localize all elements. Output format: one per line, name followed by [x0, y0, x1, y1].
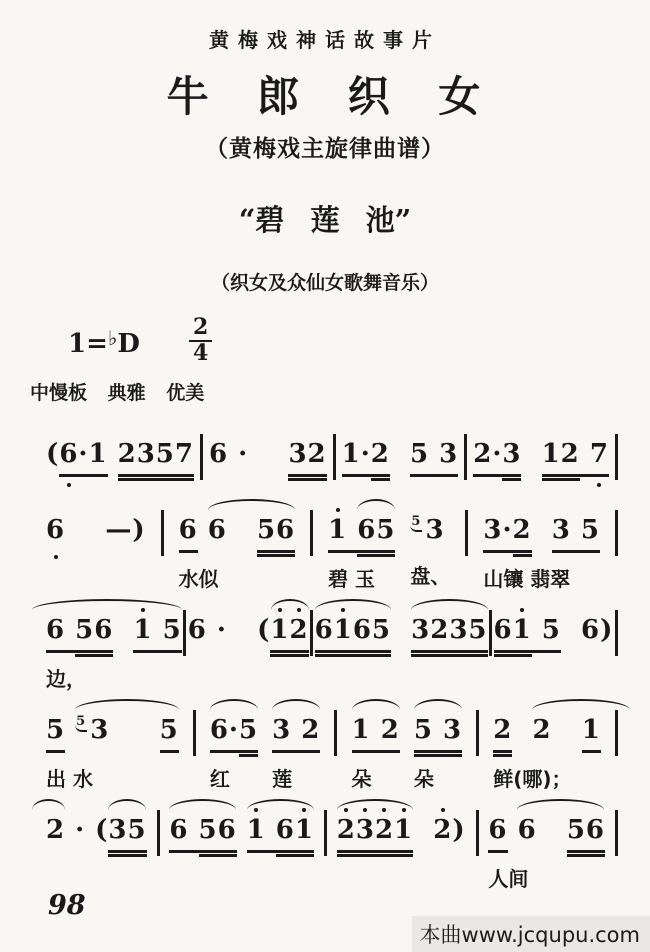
measure-cell — [328, 512, 395, 592]
note: · — [361, 438, 371, 477]
barline — [615, 510, 618, 556]
note: ( — [257, 615, 271, 645]
lyric: 盘、 — [410, 563, 451, 588]
note-group — [46, 612, 182, 653]
note — [390, 438, 410, 474]
note: — — [105, 515, 133, 545]
note: 65 — [357, 514, 395, 553]
note: · — [75, 815, 86, 845]
note — [198, 514, 208, 550]
note — [552, 714, 582, 750]
measure-cell — [188, 612, 309, 653]
note: 7 — [590, 438, 609, 477]
note-group — [210, 712, 258, 753]
note-group — [493, 712, 601, 753]
measure-cell — [46, 436, 194, 477]
measure-cell — [494, 612, 614, 653]
note — [291, 714, 301, 753]
note: 5 — [414, 714, 433, 753]
note: 6 — [46, 614, 65, 653]
note: 5 — [163, 614, 182, 653]
barline — [310, 610, 313, 656]
note: 2 — [430, 614, 449, 653]
measure-cell — [352, 712, 400, 792]
lyric: 鲜(哪)； — [493, 766, 572, 791]
note: 6 — [580, 615, 601, 645]
measure-cell — [179, 512, 296, 592]
note: 3 — [552, 514, 571, 553]
note-group — [315, 612, 488, 653]
note: 6 — [207, 515, 227, 545]
measure-cell — [169, 812, 236, 853]
note: 2357 — [118, 438, 194, 477]
note: 1 — [334, 614, 353, 653]
barline — [200, 434, 203, 480]
note: 3 — [356, 814, 375, 853]
lyric: 水似 — [178, 566, 219, 591]
note — [248, 438, 288, 474]
note: 3 — [411, 614, 430, 653]
note: 1 — [352, 714, 371, 753]
note: · — [492, 438, 502, 477]
page-number: 98 — [48, 890, 86, 921]
note: 2 — [493, 714, 512, 753]
octave-dot-low — [597, 483, 601, 487]
note: 1 — [270, 614, 289, 653]
note — [521, 438, 541, 474]
barline — [476, 710, 479, 756]
note: 6 — [276, 814, 295, 853]
measure-cell — [315, 612, 488, 653]
note: 6 — [353, 614, 372, 653]
note — [391, 614, 411, 650]
measure-cell — [247, 812, 314, 853]
note: 56 — [567, 814, 605, 853]
note: · — [238, 439, 249, 469]
note: 56 — [199, 814, 237, 853]
barline — [615, 434, 618, 480]
note — [228, 438, 238, 474]
key-letter: D — [117, 329, 140, 360]
key-time-signature — [68, 316, 212, 365]
note: · — [229, 714, 239, 753]
note — [571, 514, 581, 553]
barline — [183, 610, 186, 656]
note: 5 — [410, 438, 429, 477]
note: · — [78, 438, 88, 477]
note: 1 — [295, 814, 314, 853]
note: 2 — [371, 438, 390, 477]
note: 2 — [381, 714, 400, 753]
measure-cell — [209, 436, 327, 477]
measure-cell — [46, 612, 182, 692]
note: ) — [452, 815, 466, 845]
flat-sign: ♭ — [107, 326, 118, 351]
time-numerator: 2 — [189, 316, 212, 342]
note: 5 — [239, 714, 258, 753]
barline — [161, 510, 164, 556]
note: 5 — [160, 714, 179, 753]
measure-cell — [210, 712, 258, 792]
note: 2 — [532, 715, 552, 745]
note: 1 — [394, 814, 413, 853]
note-group — [272, 712, 320, 753]
note: 6 — [169, 814, 188, 853]
note-group — [473, 436, 609, 477]
note: 1 — [328, 514, 347, 553]
note: 3 — [483, 514, 502, 553]
note: 5 — [581, 514, 600, 553]
measure-cell — [272, 712, 320, 792]
note — [508, 814, 518, 850]
note: 3 — [439, 438, 458, 477]
note — [65, 614, 75, 653]
note — [580, 438, 590, 477]
barline — [333, 434, 336, 480]
measure-cell — [488, 812, 605, 892]
note: 2 — [473, 438, 492, 477]
note-group — [188, 612, 309, 653]
note-group — [337, 812, 466, 853]
note: 2 — [337, 814, 356, 853]
note — [537, 814, 567, 850]
lyric: 边， — [46, 666, 86, 691]
note — [371, 714, 381, 753]
note: 6 — [59, 438, 78, 477]
measure-cell — [493, 712, 601, 792]
note: 6 — [209, 439, 229, 469]
note: 32 — [288, 438, 326, 477]
key-prefix: 1= — [68, 329, 108, 360]
octave-dot-low — [54, 555, 58, 559]
note-group — [352, 712, 400, 753]
measure-cell — [337, 812, 466, 853]
lyric: 人间 — [488, 866, 529, 891]
note: 2 — [301, 714, 320, 753]
measure-cell — [414, 712, 462, 792]
barline — [615, 710, 618, 756]
note — [65, 514, 105, 550]
note — [65, 814, 75, 850]
barline — [489, 610, 492, 656]
main-title: 牛 郎 织 女 — [166, 72, 484, 121]
note: 5 — [372, 614, 391, 653]
ensemble-note: （织女及众仙女歌舞音乐） — [210, 272, 439, 294]
note — [109, 714, 159, 750]
measure-cell — [473, 436, 609, 477]
note — [512, 714, 532, 750]
note: 2 — [290, 614, 309, 653]
time-denominator: 4 — [192, 340, 209, 367]
barline — [615, 610, 618, 656]
note: 56 — [257, 514, 295, 553]
note-group — [342, 436, 459, 477]
note: 5 — [542, 614, 561, 653]
note — [113, 614, 133, 650]
note: 1 — [88, 438, 107, 477]
note: 6 — [488, 814, 507, 853]
barline — [464, 434, 467, 480]
note: ) — [600, 615, 614, 645]
octave-dot-high — [441, 808, 445, 812]
note — [266, 814, 276, 853]
note-group — [209, 436, 327, 477]
octave-dot-high — [336, 508, 340, 512]
note: 6 — [46, 514, 65, 550]
note — [153, 614, 163, 653]
note — [413, 814, 433, 850]
song-title: “碧 莲 池” — [238, 203, 412, 237]
note — [207, 614, 217, 650]
score-lines — [46, 436, 618, 912]
octave-dot-low — [67, 483, 71, 487]
note: 6 — [517, 815, 537, 845]
measure-cell — [46, 712, 179, 792]
note-group — [169, 812, 236, 853]
note: 35 — [108, 814, 146, 853]
note: 3 — [443, 714, 462, 753]
music-line-4 — [46, 712, 618, 812]
lyric: 出 水 — [46, 766, 93, 791]
note — [65, 714, 75, 750]
note: ( — [95, 815, 109, 845]
note-group — [46, 812, 85, 850]
subtitle: （黄梅戏主旋律曲谱） — [205, 135, 445, 162]
note: 3 — [502, 438, 521, 477]
note-group — [179, 512, 296, 553]
note — [108, 438, 118, 474]
note: 1 — [582, 714, 601, 753]
note: 3 — [449, 614, 468, 653]
music-line-5 — [46, 812, 618, 912]
grace-note: 5 — [75, 714, 87, 732]
note: 2 — [513, 514, 532, 553]
note: 12 — [542, 438, 580, 477]
note: ( — [46, 439, 60, 469]
measure-cell — [46, 512, 146, 550]
music-line-1 — [46, 436, 618, 512]
measure-cell — [46, 812, 85, 850]
barline — [157, 810, 160, 856]
lyric: 红 — [209, 766, 230, 791]
note: 5 — [468, 614, 487, 653]
note: 1 — [342, 438, 361, 477]
barline — [334, 710, 337, 756]
note-group — [95, 812, 147, 853]
measure-cell — [95, 812, 147, 853]
lyric: 山镶 翡翠 — [483, 566, 571, 591]
lyric: 碧 玉 — [328, 566, 376, 591]
measure-cell — [342, 436, 459, 477]
note — [227, 514, 257, 550]
note: · — [216, 615, 227, 645]
note: 2 — [433, 814, 452, 850]
note: 5 — [46, 714, 65, 753]
note: 56 — [75, 614, 113, 653]
barline — [465, 510, 468, 556]
note: 2 — [375, 814, 394, 853]
note — [188, 814, 198, 853]
music-line-2 — [46, 512, 618, 612]
note: 1 — [513, 614, 532, 653]
grace-note: 5 — [410, 514, 422, 532]
note: ) — [132, 515, 146, 545]
note-group — [494, 612, 614, 653]
music-line-3 — [46, 612, 618, 712]
note: 6 — [210, 714, 229, 753]
series-title: 黄梅戏神话故事片 — [209, 28, 441, 52]
note-group — [46, 512, 146, 550]
note: 1 — [133, 614, 152, 653]
note: 1 — [247, 814, 266, 853]
barline — [310, 510, 313, 556]
tempo-marking: 中慢板 典雅 优美 — [30, 382, 205, 404]
note: · — [502, 514, 512, 553]
octave-dot-high — [520, 608, 524, 612]
note: $^5$ 3 — [76, 714, 110, 745]
lyric: 朵 — [413, 766, 434, 791]
lyric: 朵 — [351, 766, 372, 791]
note-group — [488, 812, 605, 853]
lyric: 莲 — [272, 766, 293, 791]
time-signature — [189, 316, 212, 365]
note: 6 — [179, 514, 198, 553]
note — [433, 714, 443, 753]
note: 6 — [494, 614, 513, 653]
measure-cell — [410, 512, 450, 589]
note — [227, 614, 257, 650]
note: 3 — [272, 714, 291, 753]
note: $^5$ 3 — [411, 514, 445, 545]
barline — [193, 710, 196, 756]
note-group — [328, 512, 395, 553]
note — [532, 514, 552, 550]
barline — [324, 810, 327, 856]
note — [429, 438, 439, 477]
note: 2 — [46, 815, 66, 845]
measure-cell — [483, 512, 600, 592]
barline — [615, 810, 618, 856]
note-group — [483, 512, 600, 553]
note-group — [46, 436, 194, 477]
note-group — [414, 712, 462, 753]
note — [347, 514, 357, 553]
note — [561, 614, 581, 650]
barline — [476, 810, 479, 856]
note: 6 — [315, 614, 334, 653]
note: 6 — [187, 615, 207, 645]
note-group — [410, 512, 450, 550]
note — [532, 614, 542, 653]
note-group — [247, 812, 314, 853]
watermark: 本曲www.jcqupu.com — [412, 916, 650, 952]
note-group — [46, 712, 179, 753]
